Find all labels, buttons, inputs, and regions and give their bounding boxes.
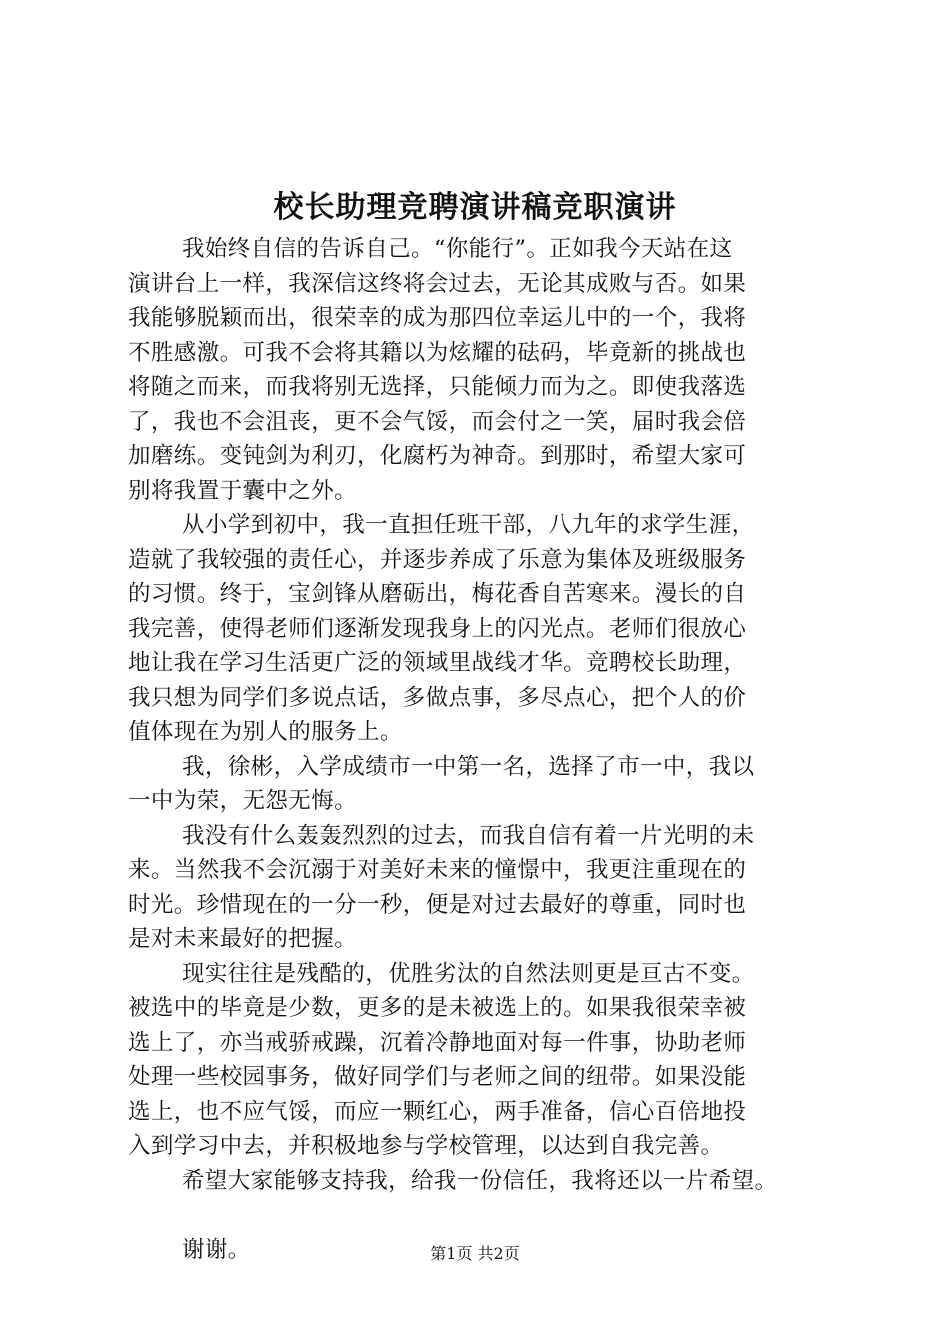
text-line: 我完善，使得老师们逐渐发现我身上的闪光点。老师们很放心 xyxy=(128,615,747,642)
text-line: 将随之而来，而我将别无选择，只能倾力而为之。即使我落选 xyxy=(128,374,747,400)
text-line: 时光。珍惜现在的一分一秒，便是对过去最好的尊重，同时也 xyxy=(128,891,747,918)
text-line: 选上了，亦当戒骄戒躁，沉着冷静地面对每一件事，协助老师 xyxy=(128,1029,747,1056)
text-line: 处理一些校园事务，做好同学们与老师之间的纽带。如果没能 xyxy=(128,1064,747,1090)
blank-line xyxy=(128,1198,840,1233)
text-line: 希望大家能够支持我，给我一份信任，我将还以一片希望。 xyxy=(182,1167,778,1194)
text-line: 加磨练。变钝剑为利刃，化腐朽为神奇。到那时，希望大家可 xyxy=(128,443,747,469)
text-line: 我始终自信的告诉自己。“你能行”。正如我今天站在这 xyxy=(182,236,733,262)
text-line: 造就了我较强的责任心，并逐步养成了乐意为集体及班级服务 xyxy=(128,546,747,573)
text-line: 现实往往是残酷的，优胜劣汰的自然法则更是亘古不变。 xyxy=(182,960,755,987)
text-line: 值体现在为别人的服务上。 xyxy=(128,719,403,745)
text-line: 演讲台上一样，我深信这终将会过去，无论其成败与否。如果 xyxy=(128,270,747,297)
document-title: 校长助理竞聘演讲稿竞职演讲 xyxy=(273,190,677,225)
page-footer: 第1页 共2页 xyxy=(430,1244,520,1263)
text-line: 是对未来最好的把握。 xyxy=(128,926,358,952)
text-line: 我只想为同学们多说点话，多做点事，多尽点心，把个人的价 xyxy=(128,684,747,711)
text-line: 的习惯。终于，宝剑锋从磨砺出，梅花香自苦寒来。漫长的自 xyxy=(128,581,747,607)
text-line: 从小学到初中，我一直担任班干部，八九年的求学生涯， xyxy=(182,512,755,538)
text-line: 了，我也不会沮丧，更不会气馁，而会付之一笑，届时我会倍 xyxy=(128,408,747,435)
document-body xyxy=(128,232,840,1267)
text-line: 不胜感激。可我不会将其籍以为炫耀的砝码，毕竟新的挑战也 xyxy=(128,339,747,366)
text-line: 我能够脱颖而出，很荣幸的成为那四位幸运儿中的一个，我将 xyxy=(128,305,747,331)
text-line: 选上，也不应气馁，而应一颗红心，两手准备，信心百倍地投 xyxy=(128,1098,747,1125)
text-line: 被选中的毕竟是少数，更多的是未被选上的。如果我很荣幸被 xyxy=(128,995,747,1021)
text-line: 入到学习中去，并积极地参与学校管理，以达到自我完善。 xyxy=(128,1133,724,1159)
text-line: 谢谢。 xyxy=(182,1236,251,1263)
text-line: 来。当然我不会沉溺于对美好未来的憧憬中，我更注重现在的 xyxy=(128,857,747,883)
text-line: 地让我在学习生活更广泛的领域里战线才华。竞聘校长助理， xyxy=(128,650,747,676)
text-line: 别将我置于囊中之外。 xyxy=(128,477,358,504)
text-line: 一中为荣，无怨无悔。 xyxy=(128,788,358,814)
text-line: 我没有什么轰轰烈烈的过去，而我自信有着一片光明的未 xyxy=(182,822,755,849)
text-line: 我，徐彬，入学成绩市一中第一名，选择了市一中，我以 xyxy=(182,753,755,780)
